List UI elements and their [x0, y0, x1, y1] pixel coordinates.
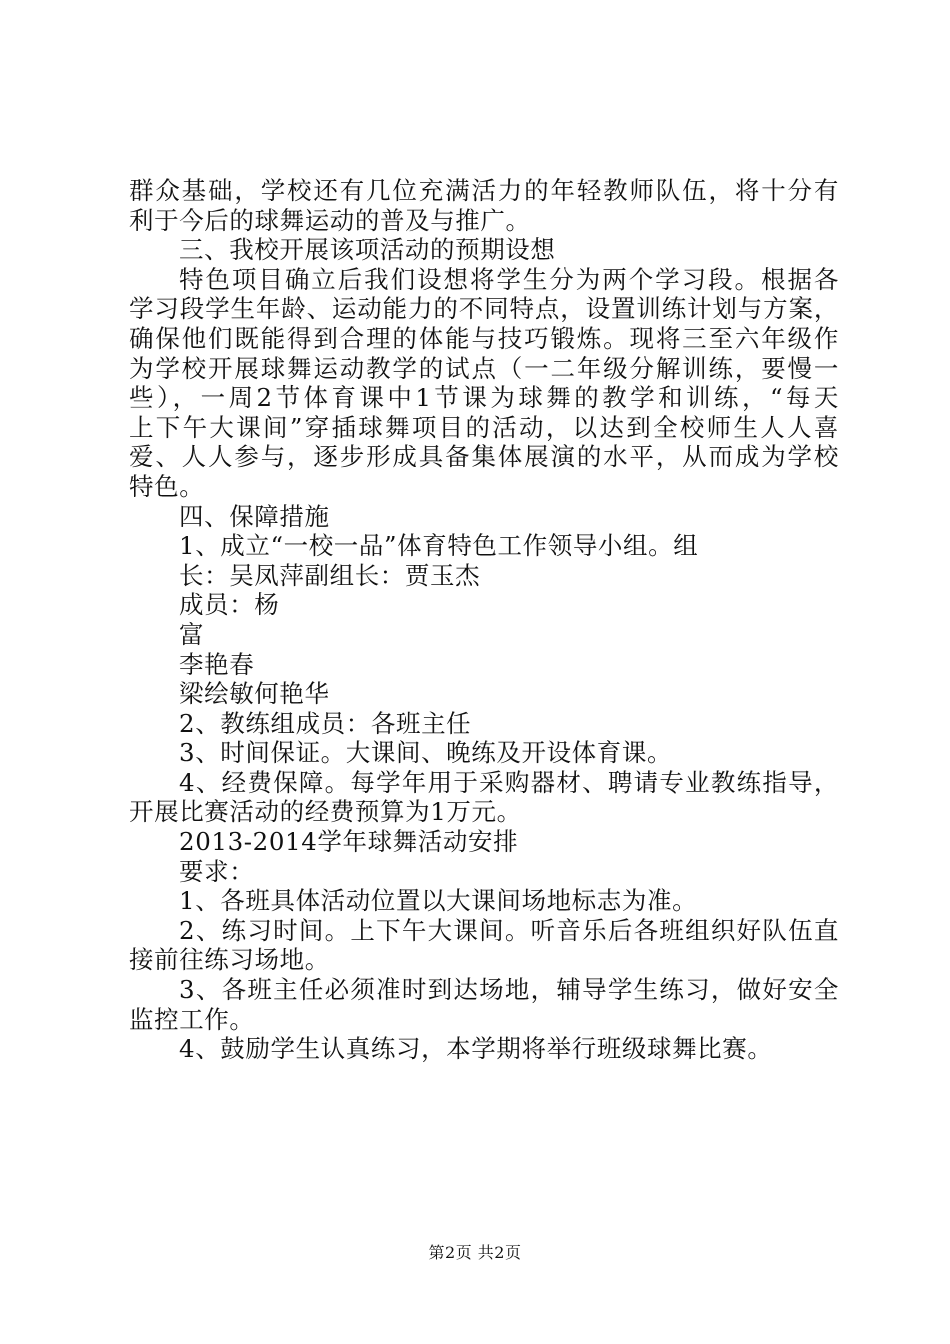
paragraph-line: 特色项目确立后我们设想将学生分为两个学习段。根据各: [179, 264, 839, 294]
paragraph-line: 3、各班主任必须准时到达场地，辅导学生练习，做好安全: [179, 975, 839, 1005]
body-text: [129, 176, 839, 1064]
paragraph-line: 富: [179, 619, 205, 649]
paragraph-line: 为学校开展球舞运动教学的试点（一二年级分解训练，要慢一: [129, 353, 839, 383]
paragraph-line: 接前往练习场地。: [129, 945, 330, 975]
paragraph-line: 2、练习时间。上下午大课间。听音乐后各班组织好队伍直: [179, 915, 839, 945]
paragraph-line: 学习段学生年龄、运动能力的不同特点，设置训练计划与方案，: [129, 294, 839, 324]
paragraph-line: 群众基础，学校还有几位充满活力的年轻教师队伍，将十分有: [129, 176, 839, 205]
paragraph-line: 1、各班具体活动位置以大课间场地标志为准。: [179, 886, 698, 916]
paragraph-line: 特色。: [129, 471, 205, 501]
page-footer: [0, 1243, 950, 1263]
paragraph-line: 上下午大课间”穿插球舞项目的活动，以达到全校师生人人喜: [129, 412, 839, 442]
section-heading: 2013-2014学年球舞活动安排: [179, 827, 519, 857]
paragraph-line: 梁绘敏何艳华: [179, 679, 330, 709]
section-heading: 三、我校开展该项活动的预期设想: [179, 235, 556, 265]
paragraph-line: 4、经费保障。每学年用于采购器材、聘请专业教练指导，: [179, 767, 839, 797]
paragraph-line: 开展比赛活动的经费预算为1万元。: [129, 797, 522, 827]
section-heading: 四、保障措施: [179, 501, 330, 531]
paragraph-line: 些），一周2节体育课中1节课为球舞的教学和训练，“每天: [129, 383, 839, 413]
paragraph-line: 4、鼓励学生认真练习，本学期将举行班级球舞比赛。: [179, 1034, 773, 1064]
paragraph-line: 监控工作。: [129, 1004, 255, 1034]
paragraph-line: 爱、人人参与，逐步形成具备集体展演的水平，从而成为学校: [129, 442, 839, 472]
paragraph-line: 确保他们既能得到合理的体能与技巧锻炼。现将三至六年级作: [129, 323, 839, 353]
paragraph-line: 长：吴凤萍副组长：贾玉杰: [179, 560, 481, 590]
paragraph-line: 要求：: [179, 856, 255, 886]
paragraph-line: 成员：杨: [179, 590, 280, 620]
paragraph-line: 李艳春: [179, 649, 255, 679]
page-number: 第2页 共2页: [428, 1243, 522, 1262]
paragraph-line: 利于今后的球舞运动的普及与推广。: [129, 205, 531, 235]
paragraph-line: 3、时间保证。大课间、晚练及开设体育课。: [179, 738, 673, 768]
paragraph-line: 1、成立“一校一品”体育特色工作领导小组。组: [179, 531, 699, 561]
paragraph-line: 2、教练组成员：各班主任: [179, 708, 472, 738]
